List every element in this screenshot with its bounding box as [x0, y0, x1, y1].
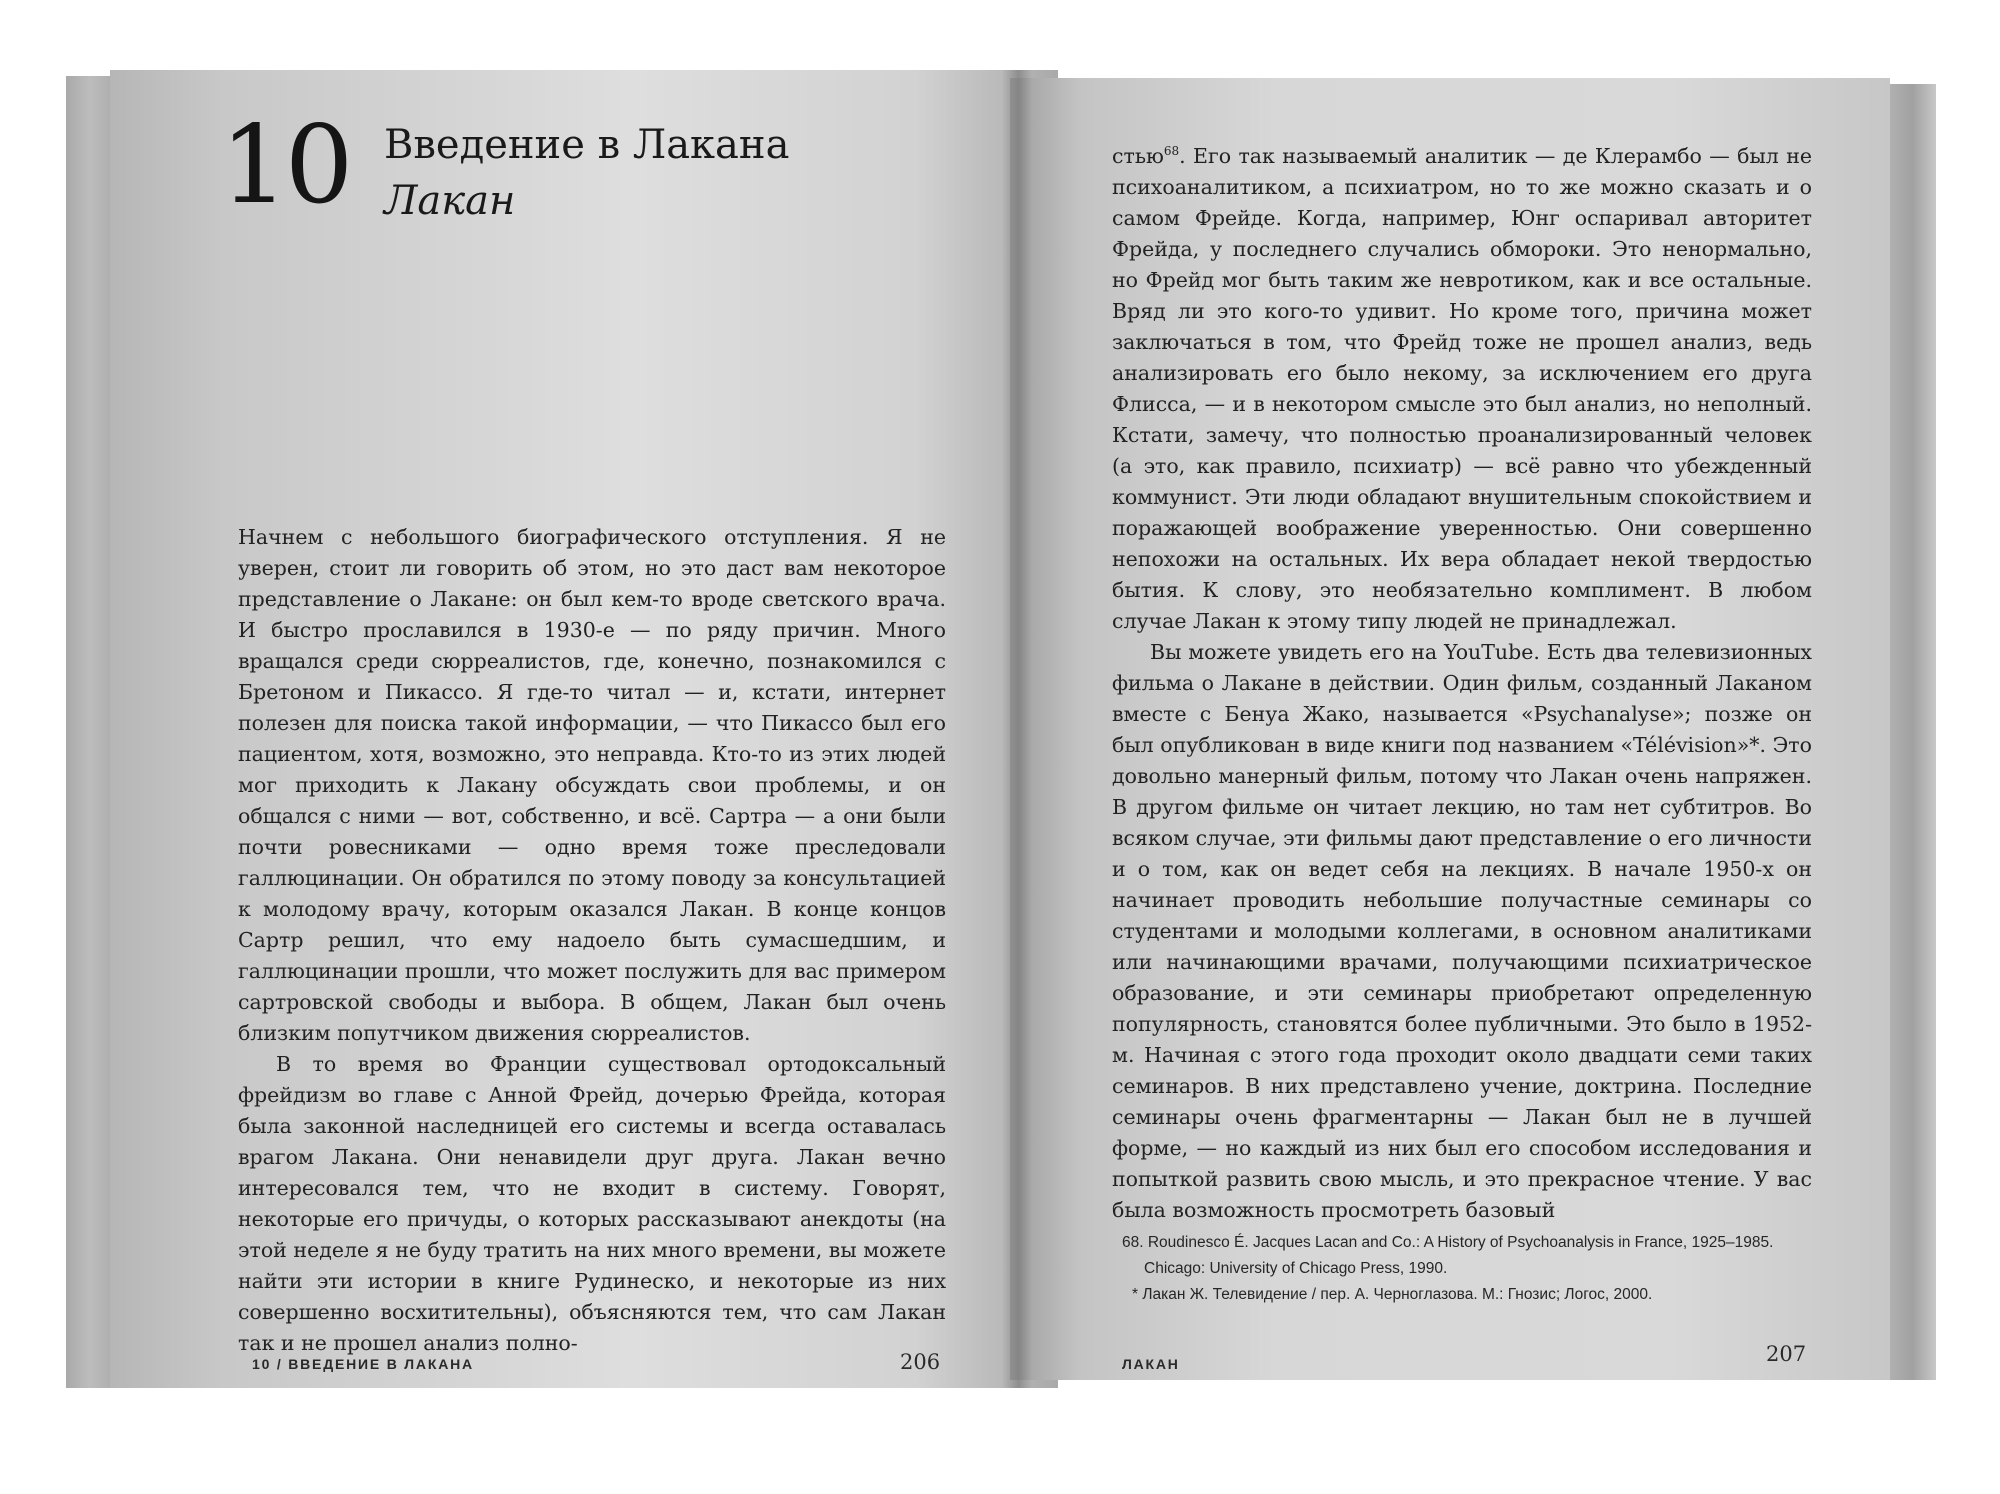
paragraph: Начнем с небольшого биографического отступления. Я не уверен, стоит ли говорить об этом, но это даст вам некоторое представление о Лакане: он был кем-то вроде светского врача. И быстро прославился в 1930-е — по ряду причин. Много вращался среди сюрреалистов, где, конечно, познакомился с Бретоном и Пикассо. Я где-то читал — и, кстати, интернет полезен для поиска такой информации, — что Пикассо был его пациентом, хотя, возможно, это неправда. Кто-то из этих людей мог приходить к Лакану обсуждать свои проблемы, и он общался с ними — вот, собственно, и всё. Сартра — а они были почти ровесниками — одно время тоже преследовали галлюцинации. Он обратился по этому поводу за консультацией к молодому врачу, которым оказался Лакан. В конце концов Сартр решил, что ему надоело быть сумасшедшим, и галлюцинации прошли, что может послужить для вас примером сартровской свободы и выбора. В общем, Лакан был очень близким попутчиком движения сюрреалистов. — [238, 525, 946, 1045]
chapter-title: Введение в Лакана — [384, 122, 790, 168]
paragraph-continuation: . Его так называемый аналитик — де Клерамбо — был не психоаналитиком, а психиатром, но то же можно сказать и о самом Фрейде. Когда, например, Юнг оспаривал авторитет Фрейда, у последнего случались обмороки. Это ненормально, но Фрейд мог быть таким же невротиком, как и все остальные. Вряд ли это кого-то удивит. Но кроме того, причина может заключаться в том, что Фрейд тоже не прошел анализ, ведь анализировать его было некому, за исключением его друга Флисса, — и в некотором смысле это был анализ, но неполный. Кстати, замечу, что полностью проанализированный человек (а это, как правило, психиатр) — всё равно что убежденный коммунист. Эти люди обладают внушительным спокойствием и поражающей воображение уверенностью. Они совершенно непохожи на остальных. Их вера обладает некой твердостью бытия. К слову, это необязательно комплимент. В любом случае Лакан к этому типу людей не принадлежал. — [1112, 143, 1812, 633]
page-number-right: 207 — [1766, 1342, 1807, 1366]
page-number-left: 206 — [900, 1350, 941, 1374]
right-body-text — [1112, 136, 1812, 1226]
page-stack-right-edge — [1884, 84, 1936, 1380]
footnotes — [1122, 1230, 1812, 1308]
paragraph: В то время во Франции существовал ортодоксальный фрейдизм во главе с Анной Фрейд, дочерью Фрейда, которая была законной наследницей его системы и всегда оставалась врагом Лакана. Они ненавидели друг друга. Лакан вечно интересовался тем, что не входит в систему. Говорят, некоторые его причуды, о которых рассказывают анекдоты (на этой неделе я не буду тратить на них много времени, вы можете найти эти истории в книге Рудинеско, и некоторые из них совершенно восхитительны), объясняются тем, что сам Лакан так и не прошел анализ полно- — [238, 1052, 946, 1355]
footnote: * Лакан Ж. Телевидение / пер. А. Черноглазова. М.: Гнозис; Логос, 2000. — [1132, 1286, 1653, 1303]
open-book — [66, 70, 1936, 1390]
footnote-reference[interactable]: 68 — [1163, 144, 1180, 158]
left-body-text — [238, 522, 946, 1359]
chapter-number: 10 — [220, 103, 350, 228]
running-head-right: ЛАКАН — [1122, 1356, 1180, 1372]
right-page — [1010, 78, 1890, 1380]
paragraph: Вы можете увидеть его на YouTube. Есть два телевизионных фильма о Лакане в действии. Один фильм, созданный Лаканом вместе с Бенуа Жако, называется «Psychanalyse»; позже он был опубликован в виде книги под названием «Télévision»*. Это довольно манерный фильм, потому что Лакан очень напряжен. В другом фильме он читает лекцию, но там нет субтитров. Во всяком случае, эти фильмы дают представление о его личности и о том, как он ведет себя на лекциях. В начале 1950-х он начинает проводить небольшие получастные семинары со студентами и молодыми коллегами, в основном аналитиками или начинающими врачами, получающими психиатрическое образование, и эти семинары приобретают определенную популярность, становятся более публичными. Это было в 1952-м. Начиная с этого года проходит около двадцати семи таких семинаров. В них представлено учение, доктрина. Последние семинары очень фрагментарны — Лакан был не в лучшей форме, — но каждый из них был его способом исследования и попыткой развить свою мысль, и это прекрасное чтение. У вас была возможность просмотреть базовый — [1112, 639, 1812, 1222]
left-page — [110, 70, 1058, 1388]
running-head-left: 10 / ВВЕДЕНИЕ В ЛАКАНА — [252, 1356, 474, 1372]
book-spine-shadow — [1002, 70, 1032, 1388]
paragraph-start: стью — [1112, 143, 1164, 168]
footnote: 68. Roudinesco É. Jacques Lacan and Co.: A History of Psychoanalysis in France, 1925–1985. Chicago: University of Chicago Press, 1990. — [1122, 1234, 1774, 1277]
chapter-subtitle: Лакан — [384, 178, 516, 224]
paragraph — [1112, 136, 1812, 637]
